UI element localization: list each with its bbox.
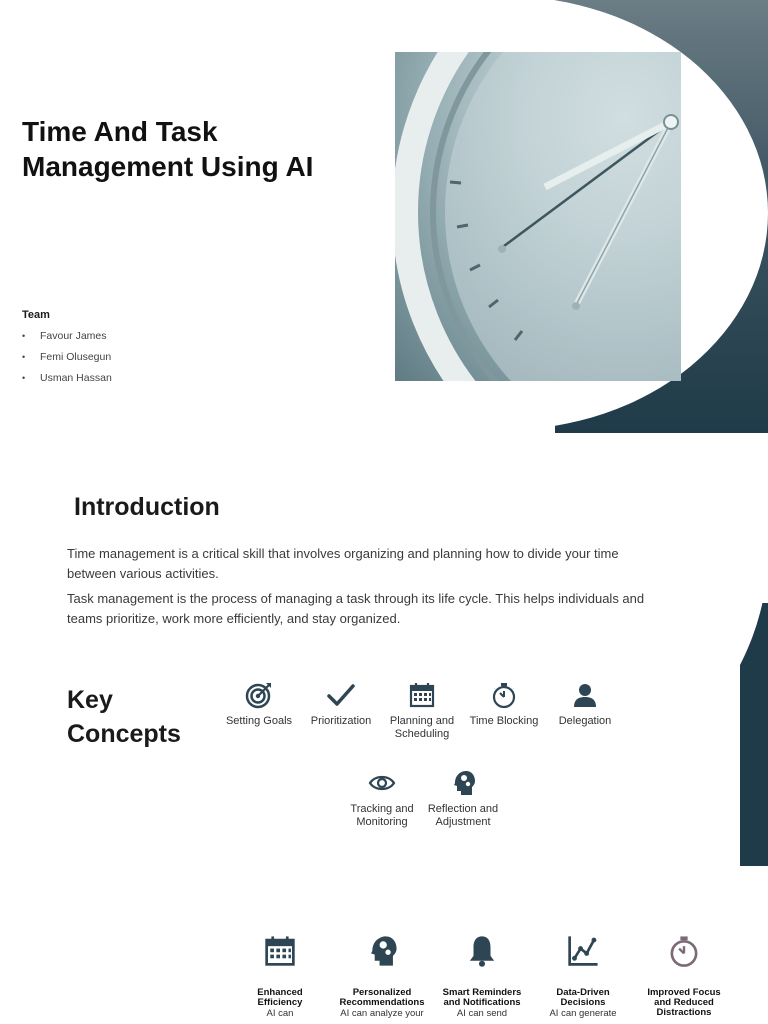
concept-prioritization: [296, 681, 386, 728]
intro-paragraph: Task management is the process of managing a task through its life cycle. This helps individuals and teams prioritize, work more efficiently, and stay organized.: [67, 591, 645, 626]
benefits-slide: [0, 866, 768, 1024]
team-member: • Favour James: [22, 328, 112, 349]
line-chart-icon: [566, 934, 600, 968]
concept-label: Setting Goals: [225, 715, 293, 727]
concept-label: Prioritization: [310, 715, 372, 727]
concept-label: Time Blocking: [469, 715, 539, 727]
benefit-title: Data-Driven Decisions: [556, 987, 610, 1008]
concept-label: Reflection and Adjustment: [427, 803, 499, 828]
concept-time-blocking: [459, 681, 549, 728]
concept-label: Planning and Scheduling: [389, 715, 455, 740]
eye-icon: [368, 769, 396, 797]
concept-reflection-adjustment: [418, 769, 508, 829]
head-gears-icon: [365, 934, 399, 968]
benefit-enhanced-efficiency: [234, 934, 326, 1020]
benefit-personalized-recommendations: [336, 934, 428, 1020]
benefit-title: Improved Focus and Reduced Distractions: [647, 987, 721, 1018]
stopwatch-icon: [490, 681, 518, 709]
benefit-description: AI can send: [456, 1008, 508, 1019]
calendar-icon: [263, 934, 297, 968]
concept-tracking-monitoring: [337, 769, 427, 829]
benefit-description: AI can generate: [549, 1008, 617, 1019]
benefit-description: AI can: [266, 1008, 294, 1019]
benefit-smart-reminders: [436, 934, 528, 1020]
target-icon: [245, 681, 273, 709]
introduction-slide: [0, 433, 768, 866]
benefit-description: AI can analyze your: [340, 1008, 424, 1019]
concept-setting-goals: [214, 681, 304, 728]
benefit-title: Enhanced Efficiency: [257, 987, 303, 1008]
calendar-icon: [408, 681, 436, 709]
concept-label: Tracking and Monitoring: [350, 803, 414, 828]
checkmark-icon: [327, 681, 355, 709]
stopwatch-icon: [667, 934, 701, 968]
person-icon: [571, 681, 599, 709]
team-member: • Usman Hassan: [22, 370, 112, 391]
watch-photo: [395, 52, 681, 381]
benefit-data-driven-decisions: [537, 934, 629, 1020]
intro-heading: Introduction: [74, 493, 220, 521]
title-slide: [0, 0, 768, 433]
benefit-title: Smart Reminders and Notifications: [442, 987, 522, 1008]
head-gears-icon: [449, 769, 477, 797]
bell-icon: [465, 934, 499, 968]
key-concepts-title: [67, 683, 187, 751]
concept-planning-scheduling: [377, 681, 467, 741]
benefit-improved-focus: [638, 934, 730, 1018]
team-member: • Femi Olusegun: [22, 349, 112, 370]
team-heading: Team: [22, 309, 50, 321]
presentation-title: Time And Task Management Using AI: [22, 116, 314, 182]
team-list: [22, 328, 112, 391]
concept-label: Delegation: [558, 715, 612, 727]
watch-illustration: [395, 52, 681, 381]
intro-paragraph: Time management is a critical skill that involves organizing and planning how to divide your time between various activities.: [67, 546, 619, 581]
concept-delegation: [540, 681, 630, 728]
key-concepts-title-text: Key Concepts: [67, 686, 181, 748]
benefit-title: Personalized Recommendations: [339, 987, 425, 1008]
